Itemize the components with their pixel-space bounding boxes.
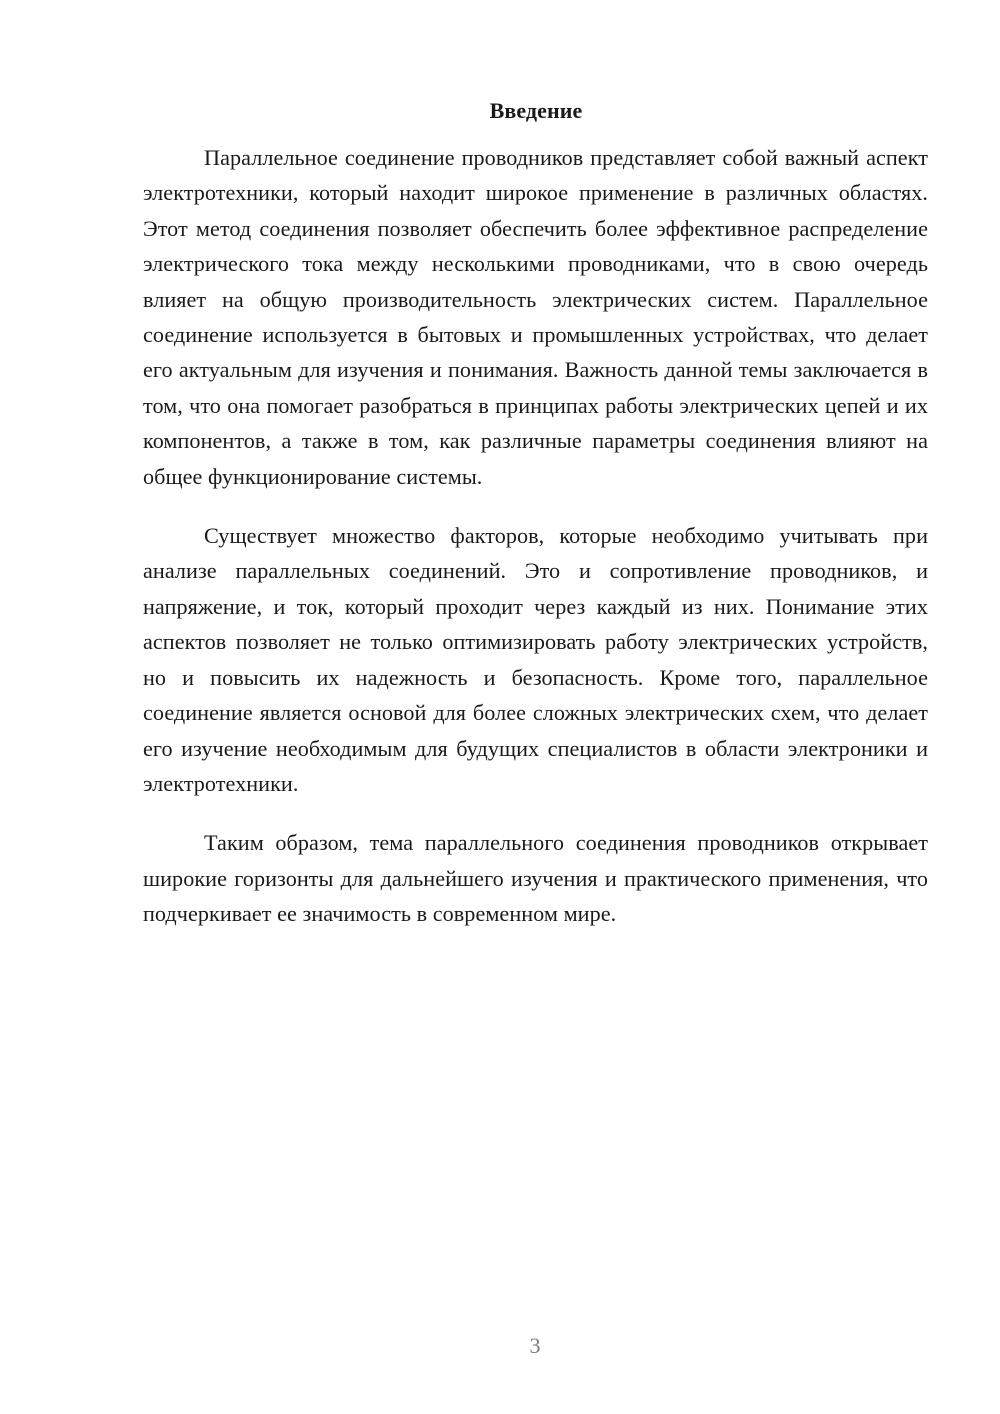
paragraph-conclusion: Таким образом, тема параллельного соединения проводников открывает широкие горизонты для дальнейшего изучения и практического применения, что подчеркивает ее значимость в современном мире.: [143, 830, 928, 927]
page-content: [143, 93, 928, 932]
section-title: Введение: [489, 98, 583, 123]
page-number: 3: [529, 1333, 541, 1358]
paragraph-factors: Существует множество факторов, которые необходимо учитывать при анализе параллельных соединений. Это и сопротивление проводников, и напряжение, и ток, который проходит через каждый из них. Понимание этих аспектов позволяет не только оптимизировать работу электрических устройств, но и повысить их надежность и безопасность. Кроме того, параллельное соединение является основой для более сложных электрических схем, что делает его изучение необходимым для будущих специалистов в области электроники и электротехники.: [143, 523, 928, 796]
paragraph-introduction: Параллельное соединение проводников представляет собой важный аспект электротехники, который находит широкое применение в различных областях. Этот метод соединения позволяет обеспечить более эффективное распределение электрического тока между несколькими проводниками, что в свою очередь влияет на общую производительность электрических систем. Параллельное соединение используется в бытовых и промышленных устройствах, что делает его актуальным для изучения и понимания. Важность данной темы заключается в том, что она помогает разобраться в принципах работы электрических цепей и их компонентов, а также в том, как различные параметры соединения влияют на общее функционирование системы.: [143, 145, 928, 489]
